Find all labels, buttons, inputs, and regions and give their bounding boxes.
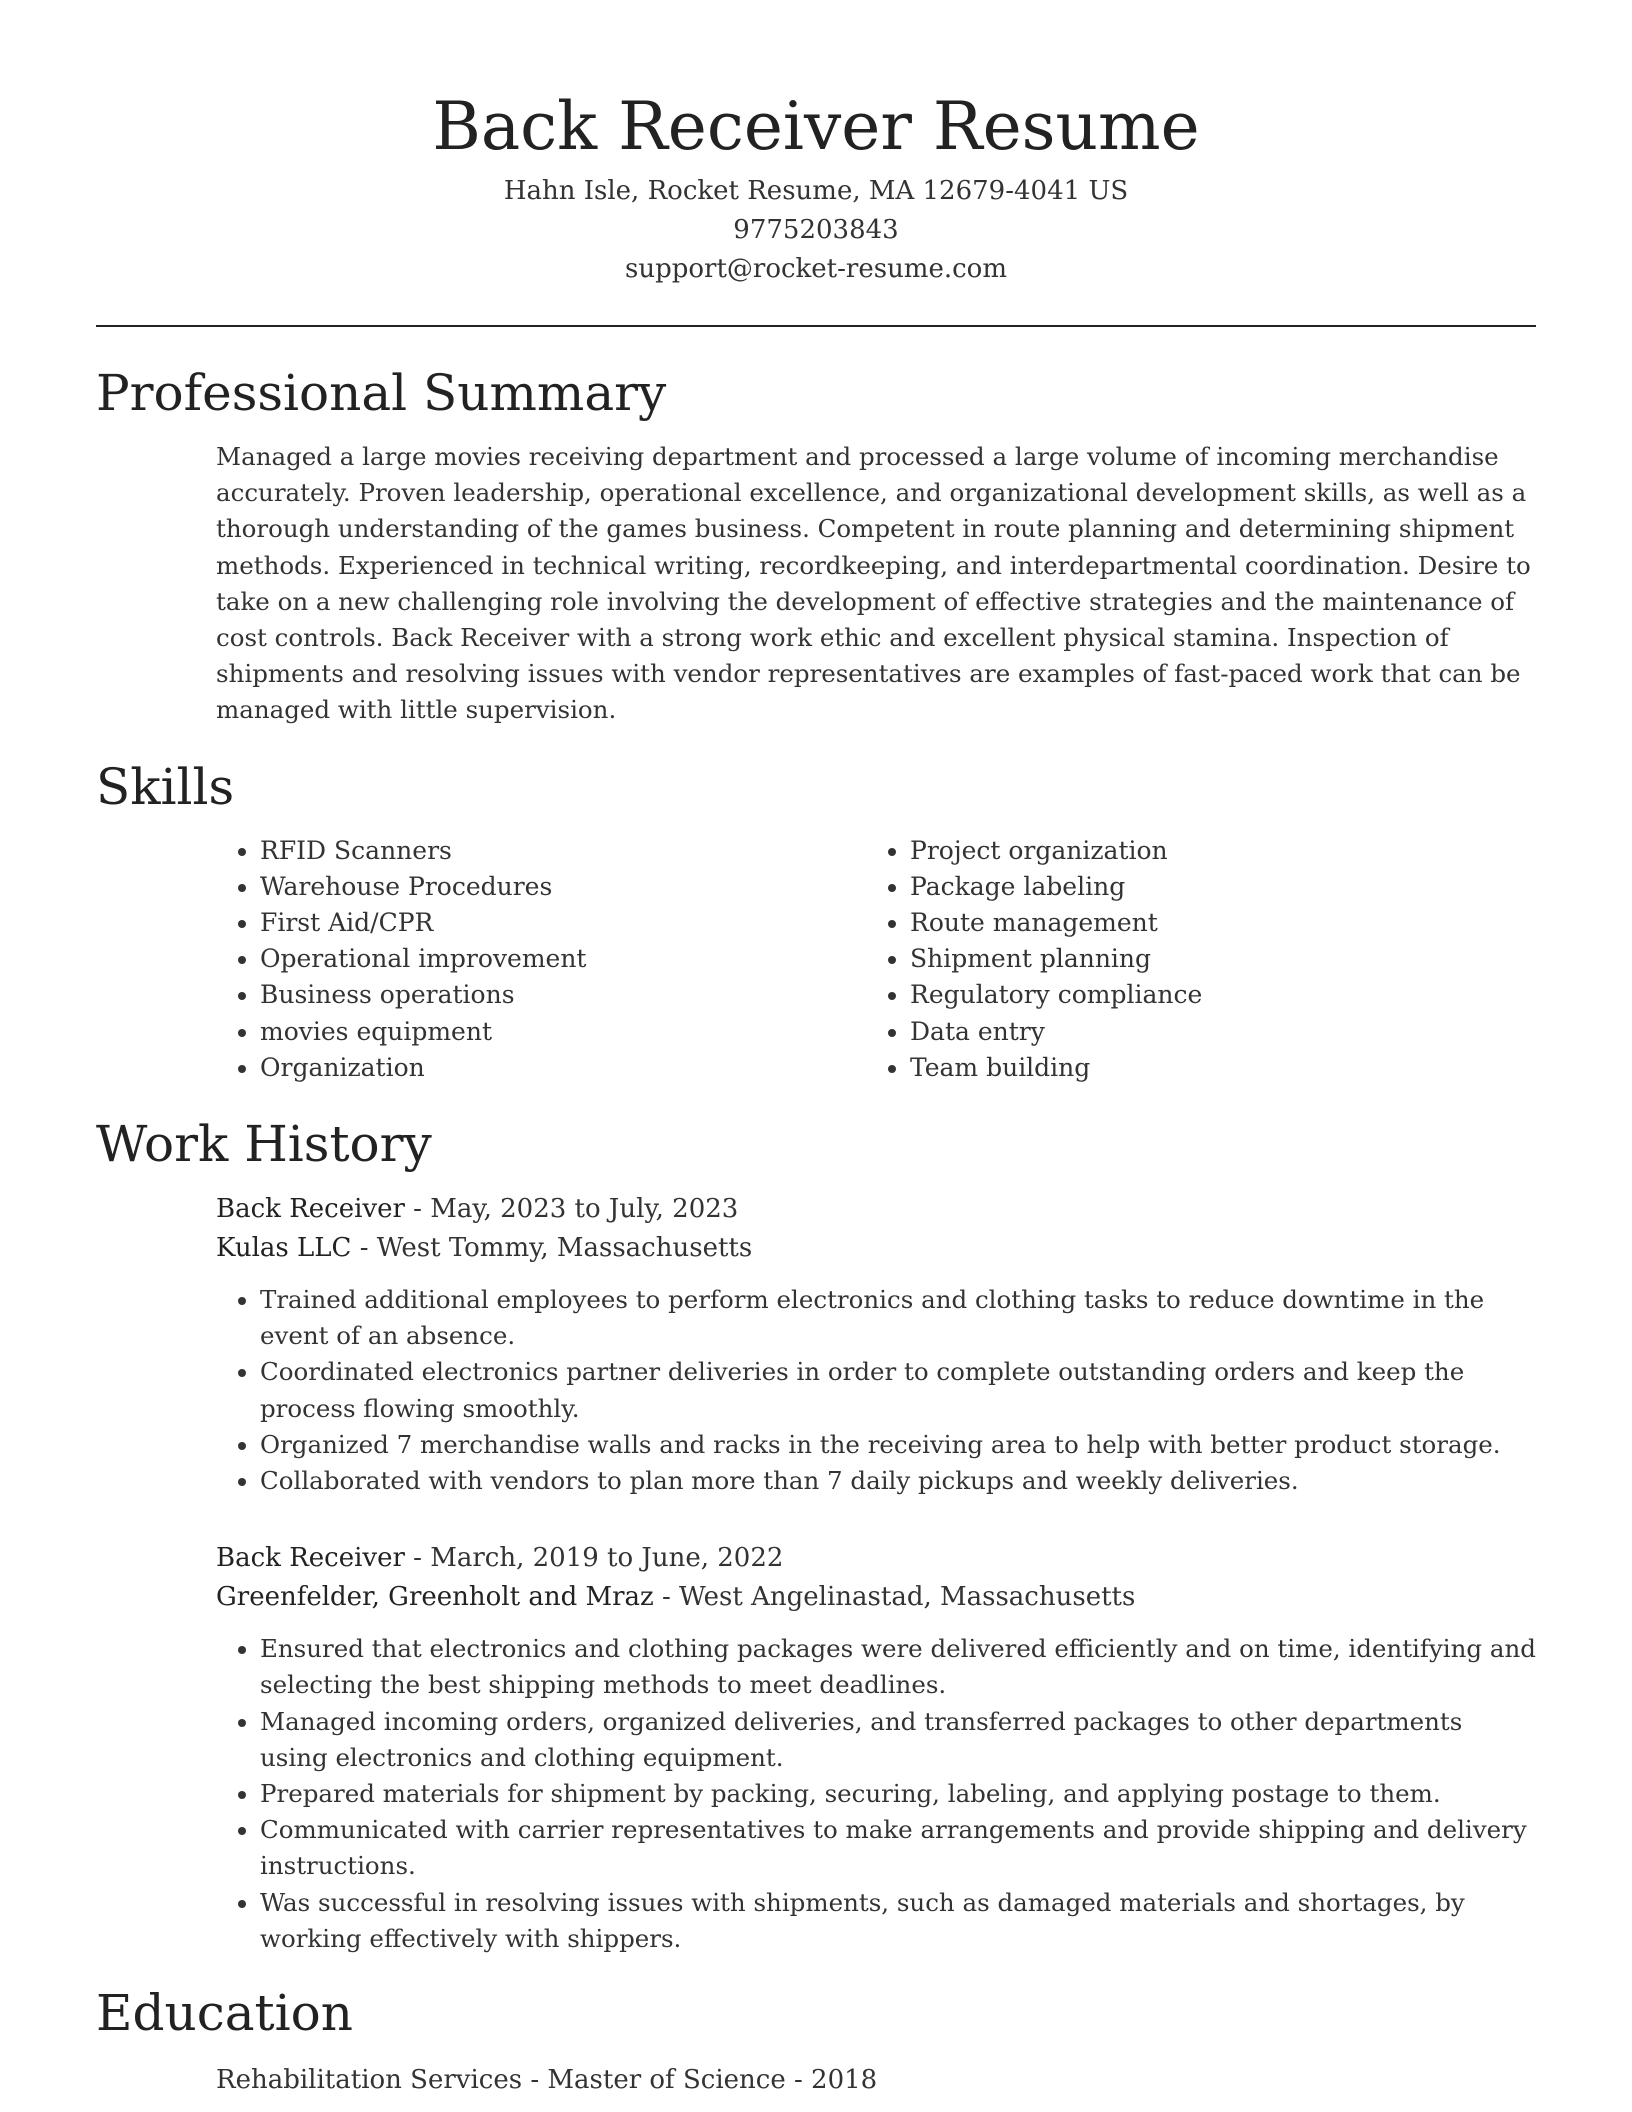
skill-item: • Warehouse Procedures [260, 869, 866, 905]
skill-item: • Shipment planning [910, 941, 1536, 977]
education-entry [216, 2061, 1536, 2100]
skill-item: • Operational improvement [260, 941, 866, 977]
job-entry [216, 1539, 1536, 1957]
job-bullet: • Was successful in resolving issues with shipments, such as damaged materials and shortages, by working effectively with shippers. [260, 1885, 1536, 1957]
job-bullet: • Collaborated with vendors to plan more than 7 daily pickups and weekly deliveries. [260, 1463, 1536, 1499]
job-bullets [216, 1282, 1536, 1499]
job-bullet: • Communicated with carrier representatives to make arrangements and provide shipping and delivery instructions. [260, 1812, 1536, 1884]
resume-page [96, 0, 1536, 2100]
contact-phone: 9775203843 [733, 215, 899, 245]
skills-heading: Skills [96, 757, 235, 816]
job-dates: - March, 2019 to June, 2022 [404, 1543, 784, 1574]
resume-title: Back Receiver Resume [432, 88, 1200, 165]
job-location: - West Tommy, Massachusetts [351, 1233, 753, 1264]
skill-item: • Package labeling [910, 869, 1536, 905]
job-title: Back Receiver [216, 1194, 405, 1225]
resume-header [96, 0, 1536, 289]
skill-item: • Business operations [260, 977, 866, 1013]
job-title-line [216, 1539, 1536, 1578]
work-heading: Work History [96, 1115, 432, 1174]
job-company: Kulas LLC [216, 1233, 352, 1264]
job-bullet: • Organized 7 merchandise walls and racks in the receiving area to help with better product storage. [260, 1427, 1536, 1463]
skill-item: • Data entry [910, 1014, 1536, 1050]
skills-list-right [866, 833, 1536, 1086]
header-divider [96, 325, 1536, 327]
education-heading: Education [96, 1984, 353, 2043]
job-title: Back Receiver [216, 1543, 405, 1574]
skills-list-left [216, 833, 866, 1086]
summary-heading: Professional Summary [96, 364, 667, 422]
skill-item: • Regulatory compliance [910, 977, 1536, 1013]
job-bullet: • Prepared materials for shipment by packing, securing, labeling, and applying postage to them. [260, 1776, 1536, 1812]
skill-item: • Organization [260, 1050, 866, 1086]
skill-item: • Route management [910, 905, 1536, 941]
skill-item: • Project organization [910, 833, 1536, 869]
job-company-line [216, 1229, 1536, 1268]
job-bullet: • Managed incoming orders, organized deliveries, and transferred packages to other departments using electronics and clothing equipment. [260, 1704, 1536, 1776]
job-bullet: • Ensured that electronics and clothing packages were delivered efficiently and on time, identifying and selecting the best shipping methods to meet deadlines. [260, 1631, 1536, 1703]
job-bullet: • Trained additional employees to perform electronics and clothing tasks to reduce downtime in the event of an absence. [260, 1282, 1536, 1354]
job-company: Greenfelder, Greenholt and Mraz [216, 1582, 654, 1613]
skill-item: • movies equipment [260, 1014, 866, 1050]
summary-text: Managed a large movies receiving department and processed a large volume of incoming merchandise accurately. Proven leadership, operational excellence, and organizational development skills, as well as a thorough understanding of the games business. Competent in route planning and determining shipment methods. Experienced in technical writing, recordkeeping, and interdepartmental coordination. Desire to take on a new challenging role involving the development of effective strategies and the maintenance of cost controls. Back Receiver with a strong work ethic and excellent physical stamina. Inspection of shipments and resolving issues with vendor representatives are examples of fast-paced work that can be managed with little supervision. [216, 442, 1531, 725]
job-company-line [216, 1578, 1536, 1617]
job-title-line [216, 1190, 1536, 1229]
skill-item: • First Aid/CPR [260, 905, 866, 941]
skills-grid [216, 833, 1536, 1086]
job-location: - West Angelinastad, Massachusetts [653, 1582, 1136, 1613]
skill-item: • Team building [910, 1050, 1536, 1086]
job-bullet: • Coordinated electronics partner deliveries in order to complete outstanding orders and keep the process flowing smoothly. [260, 1354, 1536, 1426]
job-dates: - May, 2023 to July, 2023 [404, 1194, 739, 1225]
skill-item: • RFID Scanners [260, 833, 866, 869]
job-bullets [216, 1631, 1536, 1957]
job-entry [216, 1190, 1536, 1499]
education-line: Rehabilitation Services - Master of Science - 2018 [216, 2065, 878, 2096]
contact-address: Hahn Isle, Rocket Resume, MA 12679-4041 US [503, 176, 1129, 206]
contact-email: support@rocket-resume.com [624, 254, 1007, 284]
